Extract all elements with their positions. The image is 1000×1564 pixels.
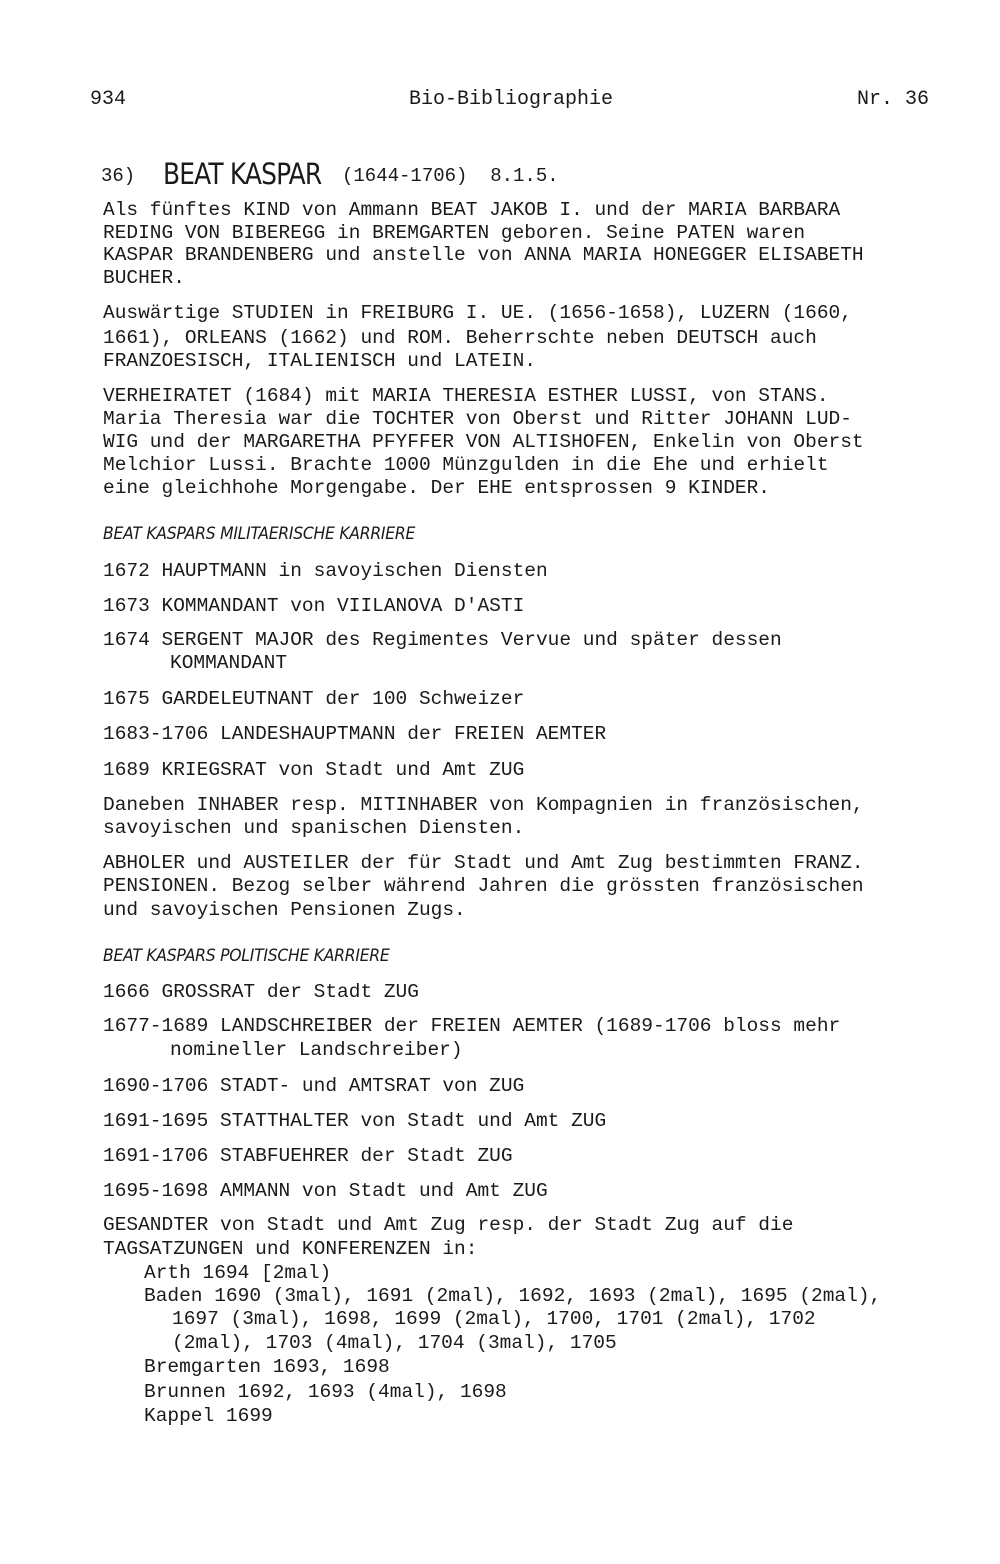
text-line: TAGSATZUNGEN und KONFERENZEN in: <box>103 1238 478 1260</box>
text-line: ABHOLER und AUSTEILER der für Stadt und Amt Zug bestimmten FRANZ. <box>103 852 864 874</box>
text-line: FRANZOESISCH, ITALIENISCH und LATEIN. <box>103 350 536 372</box>
career-item: 1666 GROSSRAT der Stadt ZUG <box>103 981 419 1003</box>
career-item: 1691-1706 STABFUEHRER der Stadt ZUG <box>103 1145 513 1167</box>
career-item: 1695-1698 AMMANN von Stadt und Amt ZUG <box>103 1180 548 1202</box>
text-line: REDING VON BIBEREGG in BREMGARTEN geboren. Seine PATEN waren <box>103 222 806 244</box>
conference-place: Kappel 1699 <box>144 1405 273 1427</box>
career-item: 1675 GARDELEUTNANT der 100 Schweizer <box>103 688 525 710</box>
entry-dates: (1644-1706) 8.1.5. <box>342 165 559 187</box>
text-line: und savoyischen Pensionen Zugs. <box>103 899 466 921</box>
career-item: 1691-1695 STATTHALTER von Stadt und Amt ZUG <box>103 1110 607 1132</box>
text-line: Maria Theresia war die TOCHTER von Oberst und Ritter JOHANN LUD- <box>103 408 852 430</box>
conference-place-continuation: (2mal), 1703 (4mal), 1704 (3mal), 1705 <box>172 1332 617 1354</box>
conference-place: Bremgarten 1693, 1698 <box>144 1356 390 1378</box>
section-heading-political: BEAT KASPARS POLITISCHE KARRIERE <box>103 946 390 966</box>
text-line: Als fünftes KIND von Ammann BEAT JAKOB I. und der MARIA BARBARA <box>103 199 841 221</box>
career-item: 1683-1706 LANDESHAUPTMANN der FREIEN AEMTER <box>103 723 607 745</box>
text-line: savoyischen und spanischen Diensten. <box>103 817 525 839</box>
text-line: BUCHER. <box>103 267 185 289</box>
career-item: 1673 KOMMANDANT von VIILANOVA D'ASTI <box>103 595 525 617</box>
section-heading-military: BEAT KASPARS MILITAERISCHE KARRIERE <box>103 524 416 544</box>
text-line: Auswärtige STUDIEN in FREIBURG I. UE. (1656-1658), LUZERN (1660, <box>103 302 852 324</box>
text-line: eine gleichhohe Morgengabe. Der EHE entsprossen 9 KINDER. <box>103 477 771 499</box>
conference-place-continuation: 1697 (3mal), 1698, 1699 (2mal), 1700, 1701 (2mal), 1702 <box>172 1308 816 1330</box>
page-number: 934 <box>90 88 127 111</box>
text-line: VERHEIRATET (1684) mit MARIA THERESIA ESTHER LUSSI, von STANS. <box>103 385 829 407</box>
career-item: 1690-1706 STADT- und AMTSRAT von ZUG <box>103 1075 525 1097</box>
conference-place: Baden 1690 (3mal), 1691 (2mal), 1692, 1693 (2mal), 1695 (2mal), <box>144 1285 882 1307</box>
career-item: 1674 SERGENT MAJOR des Regimentes Vervue und später dessen <box>103 629 782 651</box>
conference-place: Arth 1694 [2mal) <box>144 1262 332 1284</box>
conference-place: Brunnen 1692, 1693 (4mal), 1698 <box>144 1381 507 1403</box>
running-title: Bio-Bibliographie <box>409 88 614 111</box>
entry-reference: Nr. 36 <box>857 88 930 111</box>
entry-number: 36) <box>101 165 136 187</box>
text-line: Melchior Lussi. Brachte 1000 Münzgulden in die Ehe und erhielt <box>103 454 829 476</box>
text-line: Daneben INHABER resp. MITINHABER von Kompagnien in französischen, <box>103 794 864 816</box>
text-line: PENSIONEN. Bezog selber während Jahren die grössten französischen <box>103 875 864 897</box>
career-item: 1689 KRIEGSRAT von Stadt und Amt ZUG <box>103 759 525 781</box>
career-item-continuation: KOMMANDANT <box>170 652 288 674</box>
career-item: 1677-1689 LANDSCHREIBER der FREIEN AEMTER (1689-1706 bloss mehr <box>103 1015 841 1037</box>
text-line: KASPAR BRANDENBERG und anstelle von ANNA MARIA HONEGGER ELISABETH <box>103 244 864 266</box>
career-item: 1672 HAUPTMANN in savoyischen Diensten <box>103 560 548 582</box>
text-line: WIG und der MARGARETHA PFYFFER VON ALTISHOFEN, Enkelin von Oberst <box>103 431 864 453</box>
text-line: 1661), ORLEANS (1662) und ROM. Beherrschte neben DEUTSCH auch <box>103 327 817 349</box>
text-line: GESANDTER von Stadt und Amt Zug resp. der Stadt Zug auf die <box>103 1214 794 1236</box>
career-item-continuation: nomineller Landschreiber) <box>170 1039 463 1061</box>
entry-name: BEAT KASPAR <box>163 157 322 191</box>
